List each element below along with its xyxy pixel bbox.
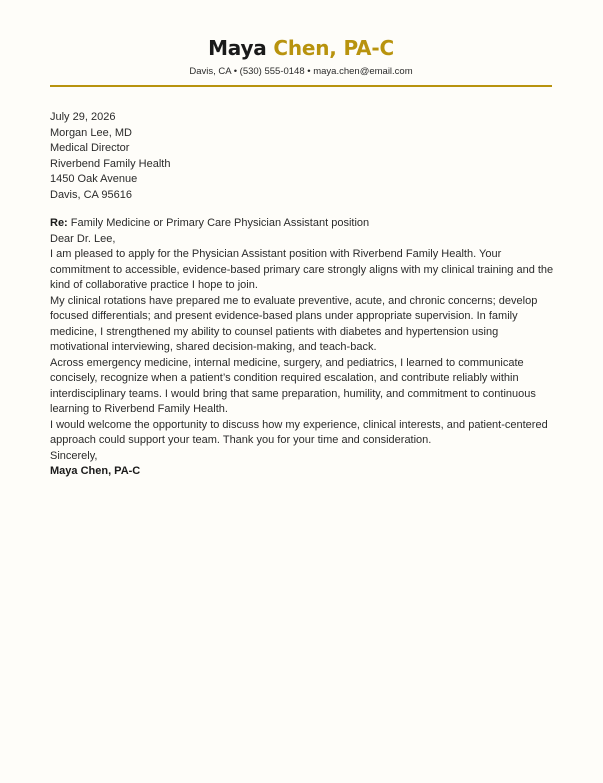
- closing: Sincerely,: [50, 449, 98, 462]
- applicant-first-name: Maya: [208, 36, 267, 60]
- applicant-last-name-credential: Chen, PA-C: [273, 36, 394, 60]
- recipient-line: 1450 Oak Avenue: [50, 173, 138, 185]
- salutation: Dear Dr. Lee,: [50, 232, 116, 245]
- letter-body: [50, 110, 555, 480]
- recipient-line: Riverbend Family Health: [50, 157, 171, 170]
- applicant-name: [50, 36, 552, 60]
- header-divider: [50, 85, 552, 87]
- contact-line: Davis, CA • (530) 555-0148 • maya.chen@email.com: [189, 66, 413, 77]
- subject-text: Family Medicine or Primary Care Physician Assistant position: [70, 217, 370, 229]
- recipient-line: Morgan Lee, MD: [50, 126, 132, 139]
- letterhead: [50, 36, 552, 78]
- body-paragraph: Across emergency medicine, internal medicine, surgery, and pediatrics, I learned to communicate concisely, recognize when a patient’s condition required escalation, and contribute reliably within interdisciplinary teams. I would bring that same preparation, humility, and commitment to continuous learning to Riverbend Family Health.: [50, 356, 536, 415]
- recipient-address: [50, 126, 555, 204]
- signature: Maya Chen, PA-C: [50, 465, 141, 477]
- body-paragraph: My clinical rotations have prepared me to evaluate preventive, acute, and chronic concerns; develop focused differentials; and present evidence-based plans under appropriate supervision. In family medicine, I strengthened my ability to counsel patients with diabetes and hypertension using motivational interviewing, shared decision-making, and teach-back.: [50, 294, 538, 353]
- body-paragraph: I am pleased to apply for the Physician Assistant position with Riverbend Family Health. Your commitment to accessible, evidence-based primary care strongly aligns with my clinical training and the kind of collaborative practice I hope to join.: [50, 248, 554, 291]
- recipient-line: Davis, CA 95616: [50, 188, 132, 201]
- recipient-line: Medical Director: [50, 142, 130, 154]
- subject-label: Re:: [50, 217, 68, 229]
- body-paragraph: I would welcome the opportunity to discuss how my experience, clinical interests, and patient-centered approach could support your team. Thank you for your time and consideration.: [50, 418, 548, 446]
- letter-date: July 29, 2026: [50, 111, 116, 123]
- subject-line: [50, 216, 555, 232]
